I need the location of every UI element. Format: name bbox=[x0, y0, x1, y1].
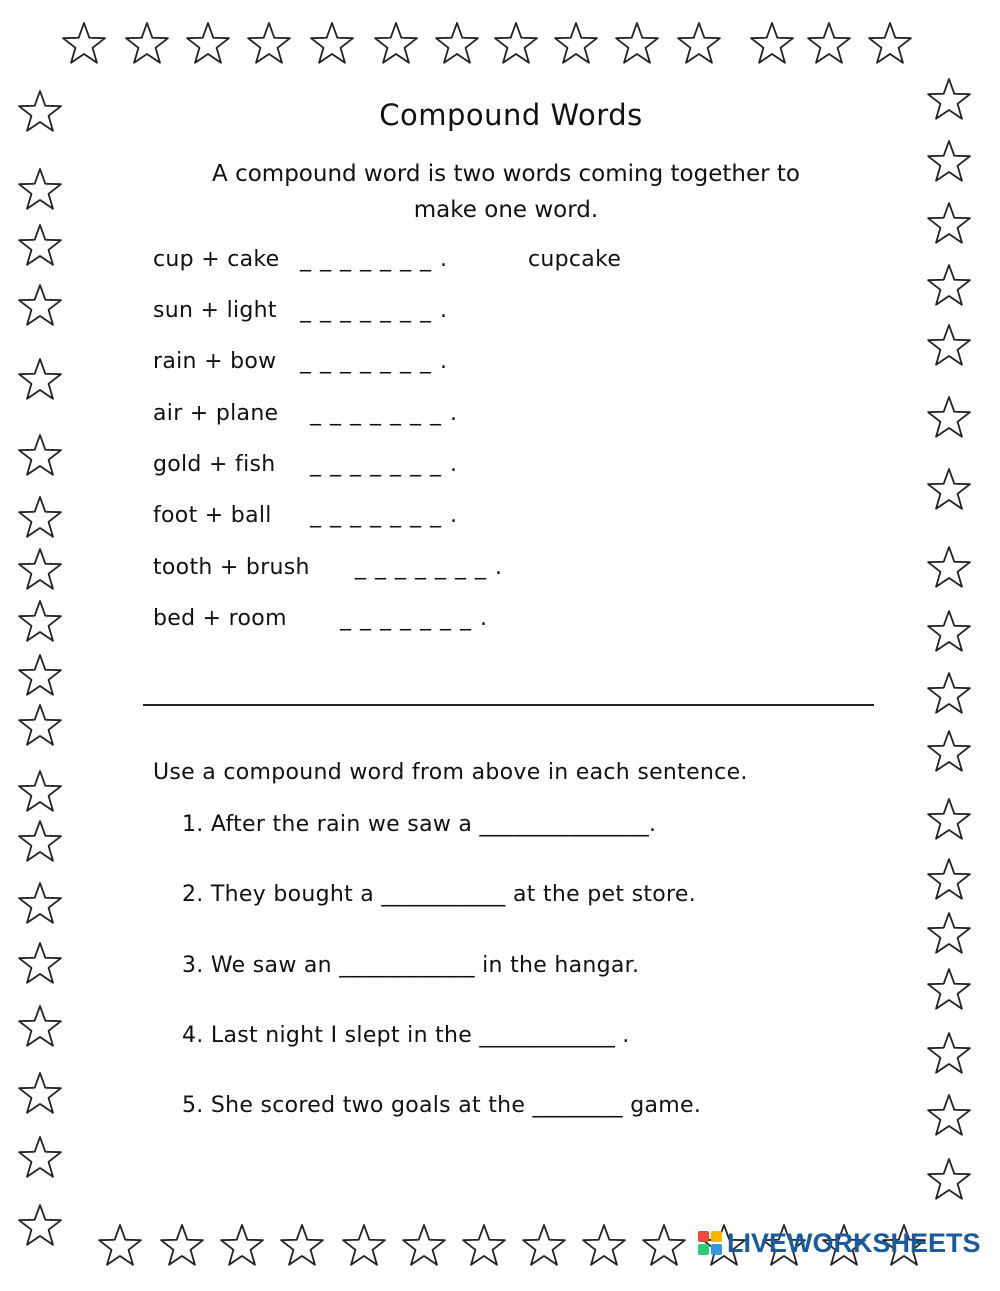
star-icon bbox=[925, 910, 973, 958]
star-icon bbox=[16, 768, 64, 816]
star-icon bbox=[16, 880, 64, 928]
star-icon bbox=[16, 818, 64, 866]
star-icon bbox=[96, 1222, 144, 1270]
word-pair-item: sun + light bbox=[153, 298, 277, 323]
worksheet-title: Compound Words bbox=[379, 98, 643, 132]
star-icon bbox=[60, 20, 108, 68]
star-icon bbox=[613, 20, 661, 68]
word-pair-item: foot + ball bbox=[153, 503, 272, 528]
star-icon bbox=[925, 728, 973, 776]
word-pair-item: bed + room bbox=[153, 606, 287, 631]
sentence-instruction: Use a compound word from above in each sentence. bbox=[153, 760, 748, 785]
star-icon bbox=[580, 1222, 628, 1270]
star-icon bbox=[492, 20, 540, 68]
sentence-item[interactable]: 5. She scored two goals at the ________ game. bbox=[182, 1093, 702, 1118]
star-icon bbox=[16, 1070, 64, 1118]
star-icon bbox=[925, 796, 973, 844]
star-icon bbox=[218, 1222, 266, 1270]
star-icon bbox=[123, 20, 171, 68]
star-icon bbox=[805, 20, 853, 68]
star-icon bbox=[278, 1222, 326, 1270]
word-pair-item: rain + bow bbox=[153, 349, 277, 374]
star-icon bbox=[866, 20, 914, 68]
star-icon bbox=[925, 322, 973, 370]
sentence-item[interactable]: 3. We saw an ____________ in the hangar. bbox=[182, 953, 640, 978]
star-icon bbox=[433, 20, 481, 68]
star-icon bbox=[520, 1222, 568, 1270]
example-answer: cupcake bbox=[528, 247, 622, 272]
star-icon bbox=[925, 466, 973, 514]
star-icon bbox=[925, 138, 973, 186]
answer-blank[interactable]: _ _ _ _ _ _ _ . bbox=[300, 298, 448, 323]
star-icon bbox=[16, 598, 64, 646]
logo-square bbox=[711, 1244, 722, 1255]
star-icon bbox=[640, 1222, 688, 1270]
star-icon bbox=[16, 1003, 64, 1051]
sentence-item[interactable]: 2. They bought a ___________ at the pet store. bbox=[182, 882, 697, 907]
star-icon bbox=[925, 966, 973, 1014]
star-icon bbox=[308, 20, 356, 68]
star-icon bbox=[372, 20, 420, 68]
star-icon bbox=[925, 200, 973, 248]
word-pair-item: tooth + brush bbox=[153, 555, 310, 580]
star-icon bbox=[925, 262, 973, 310]
star-icon bbox=[16, 282, 64, 330]
star-icon bbox=[925, 1030, 973, 1078]
star-icon bbox=[16, 222, 64, 270]
answer-blank[interactable]: _ _ _ _ _ _ _ . bbox=[310, 503, 458, 528]
star-icon bbox=[340, 1222, 388, 1270]
sentence-item[interactable]: 4. Last night I slept in the ____________ . bbox=[182, 1023, 630, 1048]
star-icon bbox=[748, 20, 796, 68]
star-icon bbox=[16, 546, 64, 594]
answer-blank[interactable]: _ _ _ _ _ _ _ . bbox=[355, 555, 503, 580]
logo-square bbox=[698, 1231, 709, 1242]
star-icon bbox=[16, 166, 64, 214]
logo-square bbox=[698, 1244, 709, 1255]
star-icon bbox=[925, 1092, 973, 1140]
watermark-text: LIVEWORKSHEETS bbox=[727, 1227, 981, 1258]
star-icon bbox=[184, 20, 232, 68]
star-icon bbox=[16, 702, 64, 750]
star-icon bbox=[925, 856, 973, 904]
star-icon bbox=[16, 1202, 64, 1250]
star-icon bbox=[16, 1134, 64, 1182]
liveworksheets-logo-icon bbox=[698, 1231, 722, 1255]
word-pair-item: cup + cake bbox=[153, 247, 280, 272]
answer-blank[interactable]: _ _ _ _ _ _ _ . bbox=[300, 349, 448, 374]
liveworksheets-watermark bbox=[698, 1226, 981, 1260]
star-icon bbox=[675, 20, 723, 68]
star-icon bbox=[460, 1222, 508, 1270]
word-pair-item: gold + fish bbox=[153, 452, 276, 477]
star-icon bbox=[925, 608, 973, 656]
star-icon bbox=[400, 1222, 448, 1270]
star-icon bbox=[925, 394, 973, 442]
star-icon bbox=[16, 652, 64, 700]
star-icon bbox=[925, 670, 973, 718]
section-divider bbox=[143, 704, 874, 706]
star-icon bbox=[16, 940, 64, 988]
star-icon bbox=[245, 20, 293, 68]
star-icon bbox=[158, 1222, 206, 1270]
sentence-item[interactable]: 1. After the rain we saw a _______________. bbox=[182, 812, 657, 837]
star-icon bbox=[16, 356, 64, 404]
answer-blank[interactable]: _ _ _ _ _ _ _ . bbox=[310, 452, 458, 477]
word-pair-item: air + plane bbox=[153, 401, 279, 426]
star-icon bbox=[552, 20, 600, 68]
logo-square bbox=[711, 1231, 722, 1242]
star-icon bbox=[16, 494, 64, 542]
answer-blank[interactable]: _ _ _ _ _ _ _ . bbox=[300, 247, 448, 272]
answer-blank[interactable]: _ _ _ _ _ _ _ . bbox=[310, 401, 458, 426]
star-icon bbox=[925, 544, 973, 592]
star-icon bbox=[925, 1156, 973, 1204]
intro-text: A compound word is two words coming together to make one word. bbox=[212, 161, 800, 223]
star-icon bbox=[16, 432, 64, 480]
answer-blank[interactable]: _ _ _ _ _ _ _ . bbox=[340, 606, 488, 631]
